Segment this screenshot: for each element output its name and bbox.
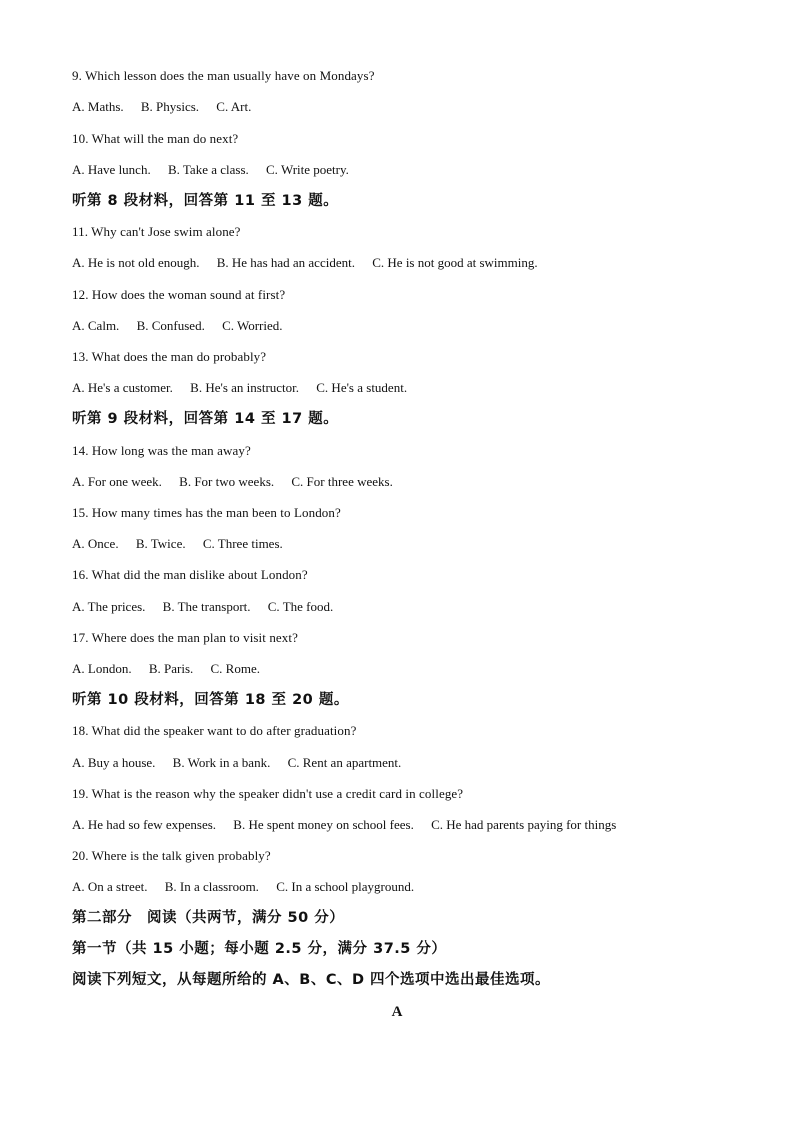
reading-instruction: 阅读下列短文，从每题所给的 A、B、C、D 四个选项中选出最佳选项。 — [72, 972, 551, 988]
question-10: 10. What will the man do next? — [72, 131, 239, 146]
option-11b: B. He has had an accident. — [216, 255, 355, 270]
option-15c: C. Three times. — [202, 536, 283, 551]
option-10a: A. Have lunch. — [72, 162, 151, 177]
option-18b: B. Work in a bank. — [172, 755, 271, 770]
option-10b: B. Take a class. — [167, 162, 249, 177]
option-10c: C. Write poetry. — [266, 162, 349, 177]
option-18a: A. Buy a house. — [72, 755, 156, 770]
question-9: 9. Which lesson does the man usually have on Mondays? — [72, 68, 375, 83]
option-19c: C. He had parents paying for things — [431, 817, 617, 832]
option-13b: B. He's an instructor. — [190, 380, 300, 395]
options-12 — [72, 318, 283, 334]
option-12b: B. Confused. — [136, 318, 205, 333]
option-17a: A. London. — [72, 661, 132, 676]
options-10 — [72, 162, 349, 178]
options-15 — [72, 536, 283, 552]
option-14a: A. For one week. — [72, 474, 162, 489]
option-13c: C. He's a student. — [316, 380, 408, 395]
question-11: 11. Why can't Jose swim alone? — [72, 224, 241, 239]
options-9 — [72, 99, 251, 115]
option-19b: B. He spent money on school fees. — [233, 817, 414, 832]
passage-label: A — [391, 1004, 403, 1020]
question-12: 12. How does the woman sound at first? — [72, 287, 286, 302]
option-16a: A. The prices. — [72, 599, 146, 614]
option-9b: B. Physics. — [140, 99, 200, 114]
options-18 — [72, 755, 401, 771]
option-20a: A. On a street. — [72, 879, 148, 894]
option-16c: C. The food. — [267, 599, 334, 614]
option-17b: B. Paris. — [148, 661, 194, 676]
options-11 — [72, 255, 538, 271]
option-13a: A. He's a customer. — [72, 380, 173, 395]
section-heading-10: 听第 10 段材料，回答第 18 至 20 题。 — [72, 692, 349, 708]
question-15: 15. How many times has the man been to London? — [72, 505, 341, 520]
option-11c: C. He is not good at swimming. — [372, 255, 538, 270]
options-20 — [72, 879, 414, 895]
part-two-heading: 第二部分 阅读（共两节，满分 50 分） — [72, 910, 345, 926]
option-12a: A. Calm. — [72, 318, 120, 333]
question-20: 20. Where is the talk given probably? — [72, 848, 271, 863]
options-14 — [72, 474, 393, 490]
question-13: 13. What does the man do probably? — [72, 349, 267, 364]
option-15b: B. Twice. — [135, 536, 186, 551]
option-17c: C. Rome. — [210, 661, 260, 676]
section-heading-9: 听第 9 段材料，回答第 14 至 17 题。 — [72, 411, 339, 427]
option-9c: C. Art. — [216, 99, 252, 114]
question-16: 16. What did the man dislike about London? — [72, 567, 308, 582]
option-14b: B. For two weeks. — [179, 474, 275, 489]
options-17 — [72, 661, 260, 677]
option-18c: C. Rent an apartment. — [287, 755, 402, 770]
option-12c: C. Worried. — [222, 318, 283, 333]
question-19: 19. What is the reason why the speaker didn't use a credit card in college? — [72, 786, 464, 801]
option-15a: A. Once. — [72, 536, 119, 551]
option-9a: A. Maths. — [72, 99, 124, 114]
option-14c: C. For three weeks. — [291, 474, 393, 489]
question-18: 18. What did the speaker want to do after graduation? — [72, 723, 357, 738]
options-19 — [72, 817, 616, 833]
question-17: 17. Where does the man plan to visit next? — [72, 630, 298, 645]
question-14: 14. How long was the man away? — [72, 443, 251, 458]
option-20b: B. In a classroom. — [164, 879, 259, 894]
option-16b: B. The transport. — [162, 599, 251, 614]
option-11a: A. He is not old enough. — [72, 255, 200, 270]
section-heading-8: 听第 8 段材料，回答第 11 至 13 题。 — [72, 193, 339, 209]
option-20c: C. In a school playground. — [276, 879, 415, 894]
section-one-heading: 第一节（共 15 小题；每小题 2.5 分，满分 37.5 分） — [72, 941, 447, 957]
options-16 — [72, 599, 333, 615]
option-19a: A. He had so few expenses. — [72, 817, 217, 832]
options-13 — [72, 380, 407, 396]
